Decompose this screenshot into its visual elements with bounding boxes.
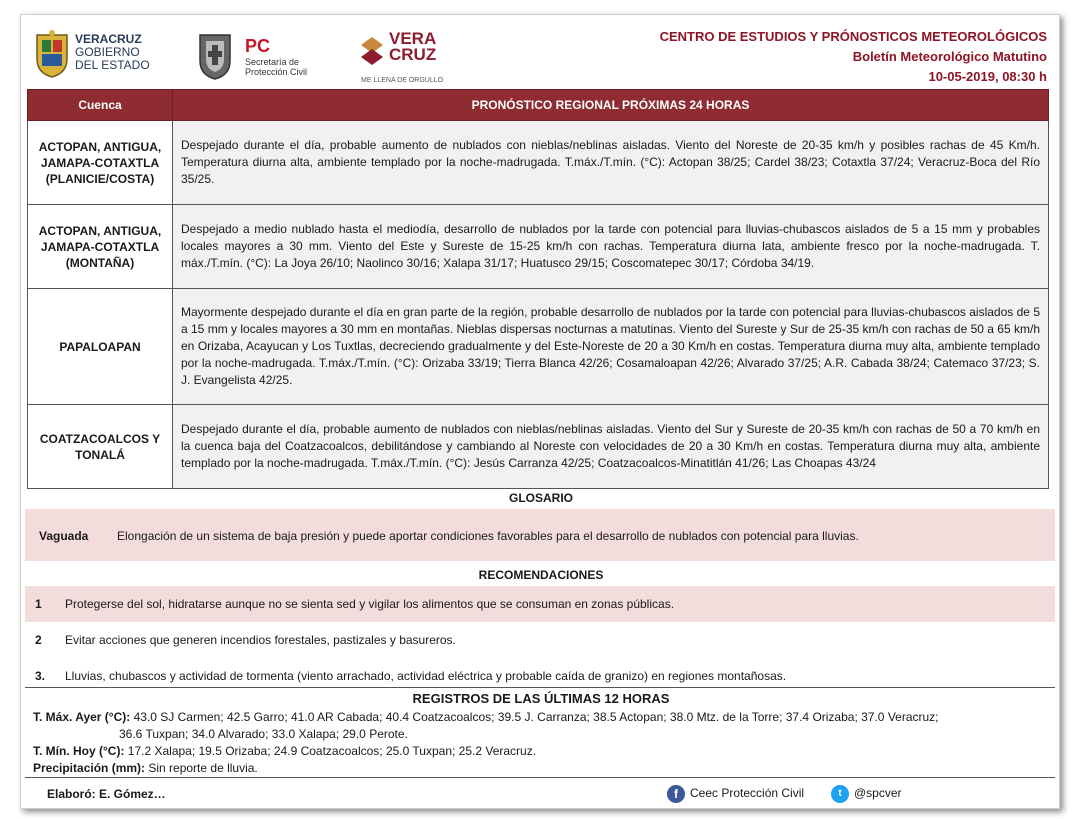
recommendation-number: 3. bbox=[35, 669, 46, 683]
table-row bbox=[28, 121, 1049, 205]
veracruz-government-logo bbox=[29, 27, 169, 87]
glossary-title: GLOSARIO bbox=[508, 491, 573, 505]
pc-logo-text: PC Secretaría de Protección Civil bbox=[245, 36, 308, 77]
tmin-line bbox=[33, 743, 1043, 760]
glossary-box bbox=[25, 509, 1055, 561]
bulletin-datetime: 10-05-2019, 08:30 h bbox=[928, 69, 1047, 84]
basin-name: ACTOPAN, ANTIGUA, JAMAPA-COTAXTLA (MONTAÑA) bbox=[28, 205, 173, 289]
records-title: REGISTROS DE LAS ÚLTIMAS 12 HORAS bbox=[412, 691, 670, 706]
recommendation-item bbox=[25, 586, 1055, 622]
basin-name: PAPALOAPAN bbox=[28, 289, 173, 405]
pc-shield-icon bbox=[197, 29, 233, 81]
veracruz-orgullo-logo bbox=[359, 29, 469, 89]
recommendation-item bbox=[25, 658, 1055, 694]
recommendation-number: 1 bbox=[35, 597, 42, 611]
tmax-label: T. Máx. Ayer (°C): bbox=[33, 710, 131, 724]
col-forecast-header: PRONÓSTICO REGIONAL PRÓXIMAS 24 HORAS bbox=[173, 90, 1049, 121]
divider bbox=[25, 777, 1055, 778]
veracruz-logo-text: VERACRUZ GOBIERNO DEL ESTADO bbox=[75, 32, 150, 72]
precip-label: Precipitación (mm): bbox=[33, 761, 146, 775]
made-by: Elaboró: E. Gómez… bbox=[47, 787, 166, 801]
twitter-icon: t bbox=[831, 785, 849, 803]
table-row bbox=[28, 289, 1049, 405]
recommendation-text: Lluvias, chubascos y actividad de tormenta (viento arrachado, actividad eléctrica y probable caída de granizo) en regiones montañosas. bbox=[65, 669, 787, 683]
logos-bar bbox=[29, 23, 629, 93]
footer bbox=[21, 781, 1061, 809]
recommendations-title: RECOMENDACIONES bbox=[478, 568, 604, 582]
facebook-link[interactable] bbox=[667, 785, 804, 803]
twitter-label: @spcver bbox=[854, 786, 902, 801]
tmax-values: 43.0 SJ Carmen; 42.5 Garro; 41.0 AR Cabada; 40.4 Coatzacoalcos; 39.5 J. Carranza; 38.5 Actopan; 38.0 Mtz. de la Torre; 37.4 Orizaba; 37.0 Veracruz; bbox=[130, 710, 939, 724]
col-basin-header: Cuenca bbox=[28, 90, 173, 121]
veracruz-tagline: ME LLENA DE ORGULLO bbox=[361, 77, 444, 84]
glossary-term: Vaguada bbox=[39, 529, 89, 543]
recommendation-text: Protegerse del sol, hidratarse aunque no se sienta sed y vigilar los alimentos que se consuman en zonas públicas. bbox=[65, 597, 675, 611]
veracruz-wordmark: VERA CRUZ bbox=[389, 29, 437, 64]
precip-line bbox=[33, 760, 1043, 777]
recommendation-number: 2 bbox=[35, 633, 42, 647]
tmin-values: 17.2 Xalapa; 19.5 Orizaba; 24.9 Coatzacoalcos; 25.0 Tuxpan; 25.2 Veracruz. bbox=[124, 744, 537, 758]
basin-name: ACTOPAN, ANTIGUA, JAMAPA-COTAXTLA (PLANICIE/COSTA) bbox=[28, 121, 173, 205]
basin-name: COATZACOALCOS Y TONALÁ bbox=[28, 405, 173, 489]
bulletin-header bbox=[660, 27, 1047, 87]
twitter-link[interactable] bbox=[831, 785, 902, 803]
table-row bbox=[28, 205, 1049, 289]
divider bbox=[25, 687, 1055, 688]
center-title: CENTRO DE ESTUDIOS Y PRÓNOSTICOS METEOROLÓGICOS bbox=[659, 29, 1047, 44]
forecast-text: Mayormente despejado durante el día en gran parte de la región, probable desarrollo de nublados por la tarde con potencial para lluvias-chubascos aislados de 5 a 15 mm y locales mayores a 30 mm en montañas. Nieblas dispersas nocturnas a matutinas. Viento del Sureste y Sur de 25-35 km/h con rachas de 50 a 65 km/h en Orizaba, Acayucan y Los Tuxtlas, decreciendo gradualmente y del Este-Noreste de 20 a 30 Km/h en costas. Temperatura diurna muy alta, ambiente templado por la noche-madrugada. T.máx./T.mín. (°C): Orizaba 33/19; Tierra Blanca 42/26; Cosamaloapan 42/26; Alvarado 37/25; A.R. Cabada 38/24; Catemaco 37/23; S. J. Evangelista 42/25. bbox=[173, 289, 1049, 405]
tmin-label: T. Mín. Hoy (°C): bbox=[33, 744, 125, 758]
tmax-line bbox=[33, 709, 1043, 726]
bulletin-name: Boletín Meteorológico Matutino bbox=[852, 49, 1047, 64]
records-block bbox=[33, 709, 1043, 777]
forecast-text: Despejado durante el día, probable aumento de nublados con nieblas/neblinas aisladas. Viento del Sur y Sureste de 20-35 km/h con rachas de 50 a 70 km/h en la cuenca baja del Coatzacoalcos, debilitándose y cambiando al Noreste con velocidades de 20 a 30 Km/h en costas. Temperatura diurna muy alta, ambiente templado por la noche-madrugada. T.máx./T.mín. (°C): Jesús Carranza 42/25; Coatzacoalcos-Minatitlán 41/26; Las Choapas 43/24 bbox=[173, 405, 1049, 489]
recommendation-text: Evitar acciones que generen incendios forestales, pastizales y basureros. bbox=[65, 633, 456, 647]
proteccion-civil-logo bbox=[197, 27, 347, 87]
coat-of-arms-icon bbox=[33, 29, 71, 79]
forecast-table bbox=[27, 89, 1049, 489]
glossary-definition: Elongación de un sistema de baja presión y puede aportar condiciones favorables para el desarrollo de nublados con potencial para lluvias. bbox=[117, 529, 859, 543]
tmax-line-cont: 36.6 Tuxpan; 34.0 Alvarado; 33.0 Xalapa; 29.0 Perote. bbox=[119, 727, 408, 741]
veracruz-mark-icon bbox=[359, 35, 385, 67]
facebook-icon: f bbox=[667, 785, 685, 803]
forecast-text: Despejado durante el día, probable aumento de nublados con nieblas/neblinas aisladas. Viento del Noreste de 20-35 km/h y posibles rachas de 45 Km/h. Temperatura diurna alta, ambiente templado por la noche-madrugada. T.máx./T.mín. (°C): Actopan 38/25; Cardel 38/23; Cotaxtla 37/24; Veracruz-Boca del Río 35/25. bbox=[173, 121, 1049, 205]
precip-values: Sin reporte de lluvia. bbox=[145, 761, 258, 775]
recommendation-item bbox=[25, 622, 1055, 658]
bulletin-page bbox=[20, 14, 1060, 809]
facebook-label: Ceec Protección Civil bbox=[690, 786, 805, 801]
forecast-text: Despejado a medio nublado hasta el mediodía, desarrollo de nublados por la tarde con potencial para lluvias-chubascos aislados de 5 a 15 mm y probables locales mayores a 30 mm. Viento del Este y Sureste de 15-25 km/h con rachas. Temperatura diurna lata, ambiente fresco por la noche-madrugada. T. máx./T.mín. (°C): La Joya 26/10; Naolinco 30/16; Xalapa 31/17; Huatusco 29/15; Coscomatepec 30/17; Córdoba 34/19. bbox=[173, 205, 1049, 289]
table-row bbox=[28, 405, 1049, 489]
